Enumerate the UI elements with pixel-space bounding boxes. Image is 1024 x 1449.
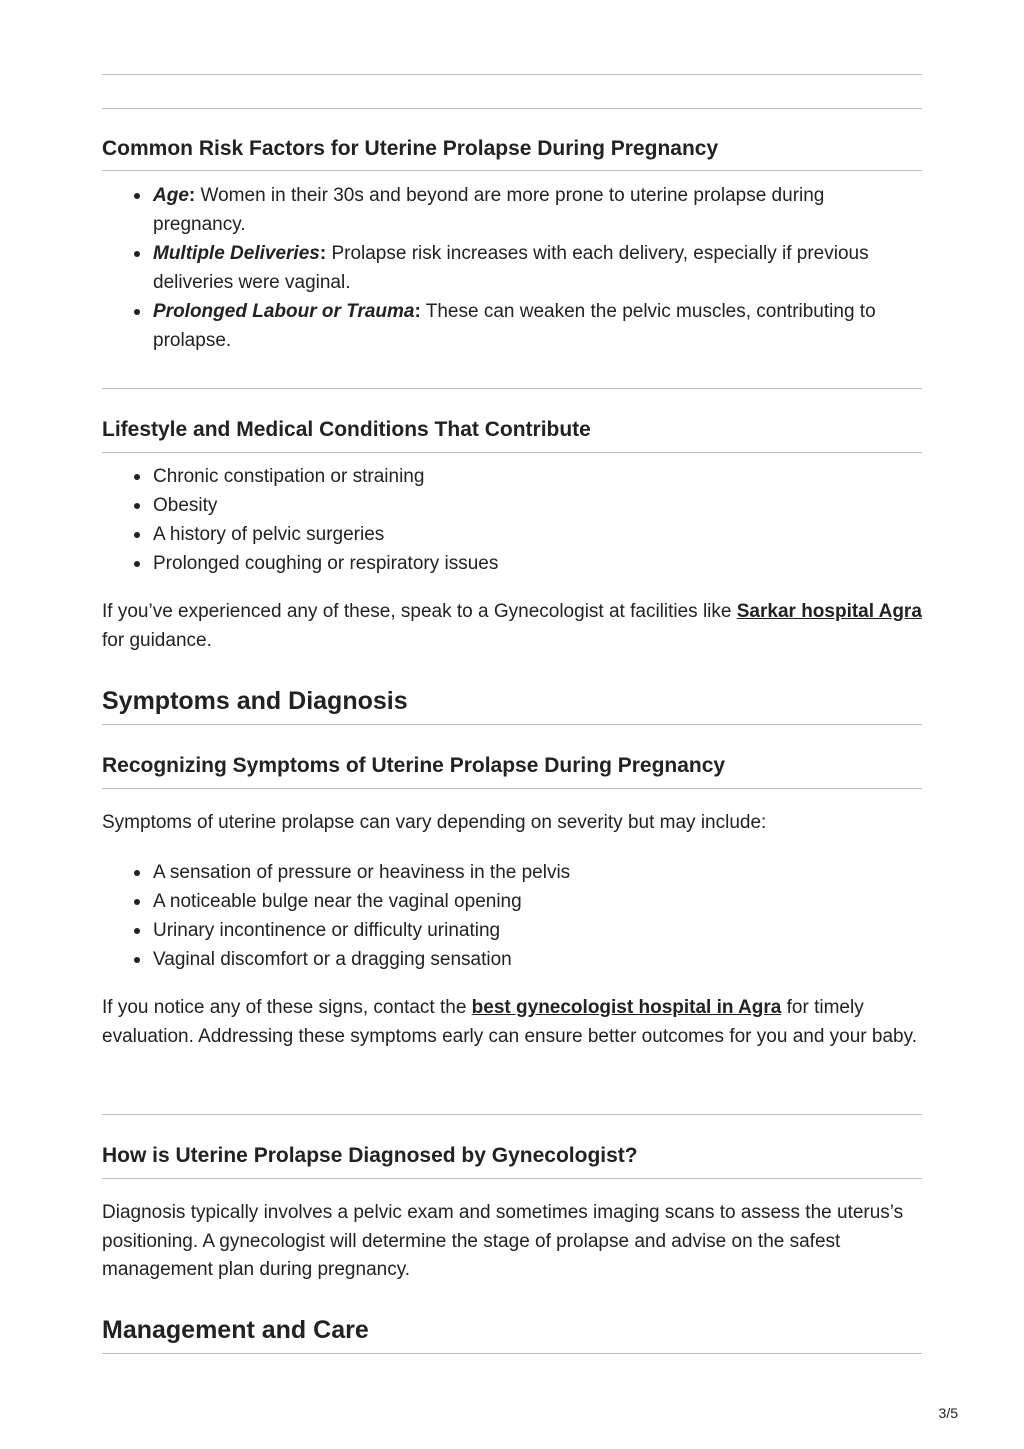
best-gynecologist-link[interactable]: best gynecologist hospital in Agra — [471, 997, 782, 1018]
divider — [102, 74, 922, 75]
divider — [102, 1114, 922, 1115]
heading-underline — [102, 724, 922, 725]
recognizing-heading: Recognizing Symptoms of Uterine Prolapse During Pregnancy — [102, 754, 726, 777]
list-item: Vaginal discomfort or a dragging sensation — [102, 945, 922, 974]
heading-underline — [102, 452, 922, 453]
heading-underline — [102, 170, 922, 171]
heading-underline — [102, 788, 922, 789]
symptoms-intro: Symptoms of uterine prolapse can vary depending on severity but may include: — [102, 812, 767, 833]
list-item-term: Prolonged Labour or Trauma — [153, 301, 415, 322]
list-item-text: Women in their 30s and beyond are more prone to uterine prolapse during pregnancy. — [153, 185, 825, 235]
list-item-text: Prolapse risk increases with each delivery, especially if previous deliveries were vaginal. — [153, 243, 869, 293]
page-number: 3/5 — [938, 1405, 958, 1421]
list-item: Multiple Deliveries: Prolapse risk increases with each delivery, especially if previous deliveries were vaginal. — [102, 239, 922, 297]
heading-underline — [102, 1178, 922, 1179]
list-item-term: Multiple Deliveries — [153, 243, 320, 264]
lifestyle-paragraph: If you’ve experienced any of these, speak to a Gynecologist at facilities like Sarkar hospital Agra for guidance. — [102, 601, 922, 651]
lifestyle-heading: Lifestyle and Medical Conditions That Contribute — [102, 418, 591, 441]
list-item: Chronic constipation or straining — [102, 462, 922, 491]
lifestyle-list — [102, 462, 922, 578]
list-item-term: Age — [153, 185, 189, 206]
list-item: A history of pelvic surgeries — [102, 520, 922, 549]
heading-underline — [102, 1353, 922, 1354]
list-item: Urinary incontinence or difficulty urinating — [102, 916, 922, 945]
divider — [102, 388, 922, 389]
list-item: Age: Women in their 30s and beyond are more prone to uterine prolapse during pregnancy. — [102, 181, 922, 239]
divider — [102, 108, 922, 109]
management-heading: Management and Care — [102, 1316, 369, 1344]
symptoms-paragraph: If you notice any of these signs, contact the best gynecologist hospital in Agra for timely evaluation. Addressing these symptoms early can ensure better outcomes for you and your baby. — [102, 997, 917, 1047]
sarkar-hospital-link[interactable]: Sarkar hospital Agra — [736, 601, 922, 622]
list-item: Prolonged coughing or respiratory issues — [102, 549, 922, 578]
list-item: A noticeable bulge near the vaginal opening — [102, 887, 922, 916]
diagnosis-heading: How is Uterine Prolapse Diagnosed by Gynecologist? — [102, 1144, 638, 1167]
list-item: A sensation of pressure or heaviness in the pelvis — [102, 858, 922, 887]
list-item: Obesity — [102, 491, 922, 520]
symptoms-list — [102, 858, 922, 974]
risk-factors-heading: Common Risk Factors for Uterine Prolapse During Pregnancy — [102, 137, 719, 160]
risk-factors-list — [102, 181, 922, 355]
list-item-text: These can weaken the pelvic muscles, contributing to prolapse. — [153, 301, 876, 351]
symptoms-section-heading: Symptoms and Diagnosis — [102, 687, 408, 715]
diagnosis-paragraph: Diagnosis typically involves a pelvic exam and sometimes imaging scans to assess the uterus’s positioning. A gynecologist will determine the stage of prolapse and advise on the safest management plan during pregnancy. — [102, 1202, 904, 1280]
list-item: Prolonged Labour or Trauma: These can weaken the pelvic muscles, contributing to prolapse. — [102, 297, 922, 355]
